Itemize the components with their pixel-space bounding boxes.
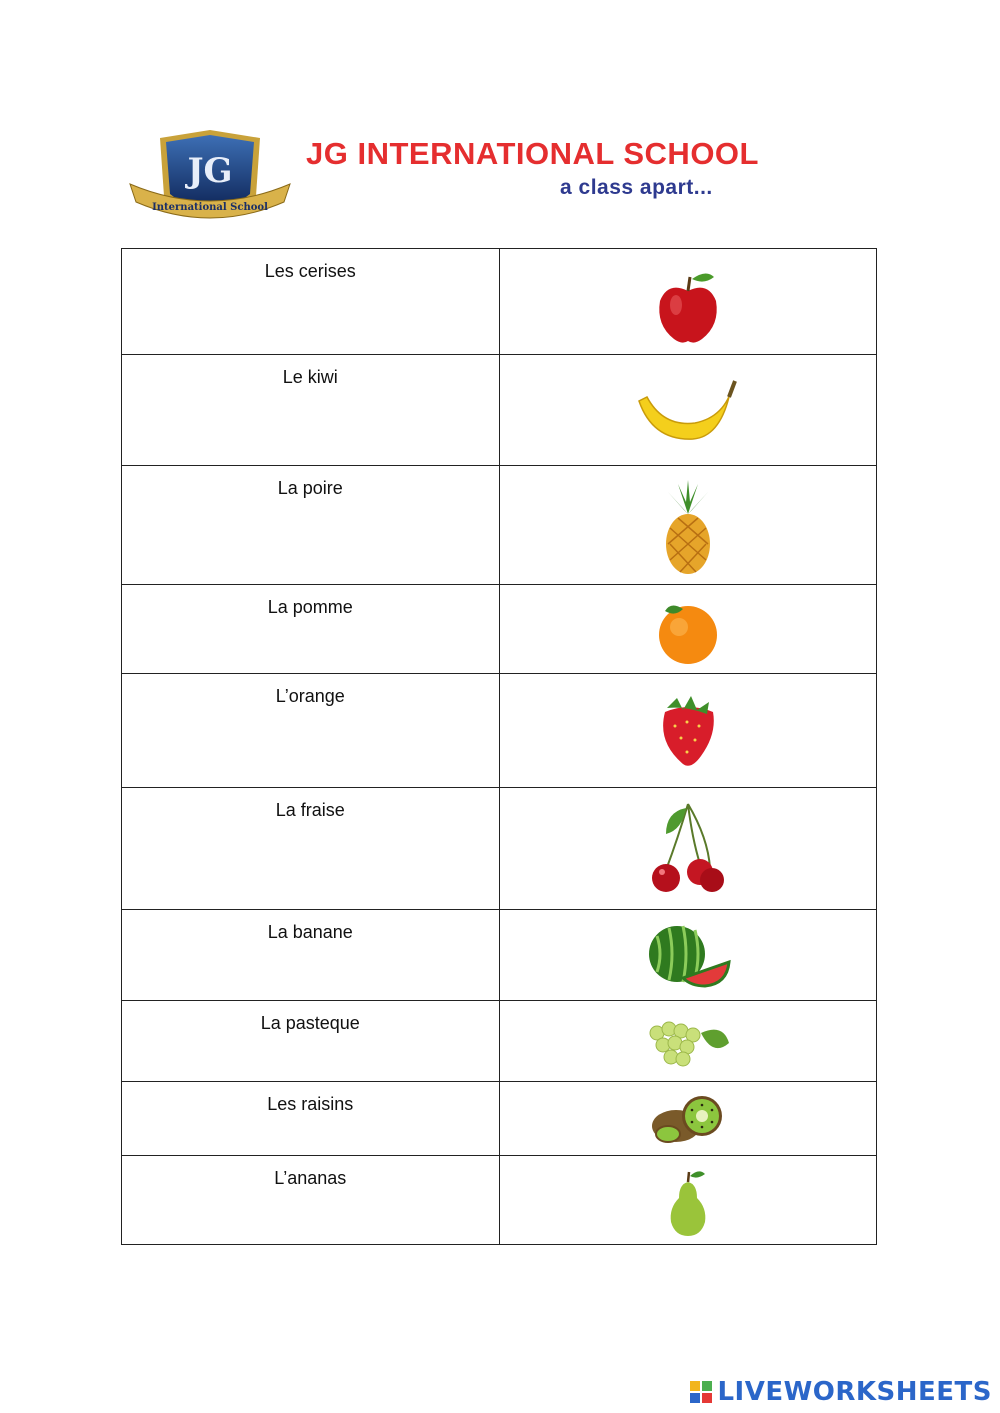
fruit-table <box>121 248 877 1245</box>
word-cell[interactable]: Le kiwi <box>122 355 500 466</box>
picture-cell[interactable] <box>499 1001 877 1082</box>
page-header <box>0 0 1000 240</box>
svg-text:JG: JG <box>187 151 233 191</box>
word-cell[interactable]: La fraise <box>122 788 500 910</box>
school-logo <box>126 126 294 238</box>
svg-text:International School: International School <box>152 202 268 213</box>
brand-name: LIVEWORKSHEETS <box>717 1377 992 1407</box>
table-row <box>122 1156 877 1245</box>
word-cell[interactable]: L’ananas <box>122 1156 500 1245</box>
word-cell[interactable]: Les cerises <box>122 249 500 355</box>
school-tagline: a class apart... <box>560 176 713 199</box>
grapes-icon <box>643 1013 733 1073</box>
banana-icon <box>633 367 743 457</box>
table-row <box>122 788 877 910</box>
table-row <box>122 355 877 466</box>
table-row <box>122 1001 877 1082</box>
picture-cell[interactable] <box>499 910 877 1001</box>
word-cell[interactable]: Les raisins <box>122 1082 500 1156</box>
picture-cell[interactable] <box>499 1156 877 1245</box>
orange-icon <box>653 597 723 667</box>
word-cell[interactable]: La pomme <box>122 585 500 674</box>
cherries-icon <box>648 798 728 898</box>
table-row <box>122 674 877 788</box>
pear-icon <box>663 1168 713 1238</box>
picture-cell[interactable] <box>499 585 877 674</box>
school-name: JG INTERNATIONAL SCHOOL <box>306 136 759 171</box>
apple-icon <box>648 263 728 353</box>
pineapple-icon <box>648 478 728 578</box>
kiwi-icon <box>648 1090 728 1150</box>
picture-cell[interactable] <box>499 249 877 355</box>
word-cell[interactable]: La banane <box>122 910 500 1001</box>
watermelon-icon <box>643 922 733 992</box>
picture-cell[interactable] <box>499 1082 877 1156</box>
picture-cell[interactable] <box>499 674 877 788</box>
word-cell[interactable]: L’orange <box>122 674 500 788</box>
picture-cell[interactable] <box>499 355 877 466</box>
word-cell[interactable]: La pasteque <box>122 1001 500 1082</box>
liveworksheets-logo-icon <box>689 1380 713 1404</box>
footer-brand <box>689 1377 992 1407</box>
strawberry-icon <box>653 692 723 772</box>
picture-cell[interactable] <box>499 466 877 585</box>
table-row <box>122 585 877 674</box>
table-row <box>122 1082 877 1156</box>
table-row <box>122 910 877 1001</box>
table-row <box>122 466 877 585</box>
picture-cell[interactable] <box>499 788 877 910</box>
table-row <box>122 249 877 355</box>
word-cell[interactable]: La poire <box>122 466 500 585</box>
